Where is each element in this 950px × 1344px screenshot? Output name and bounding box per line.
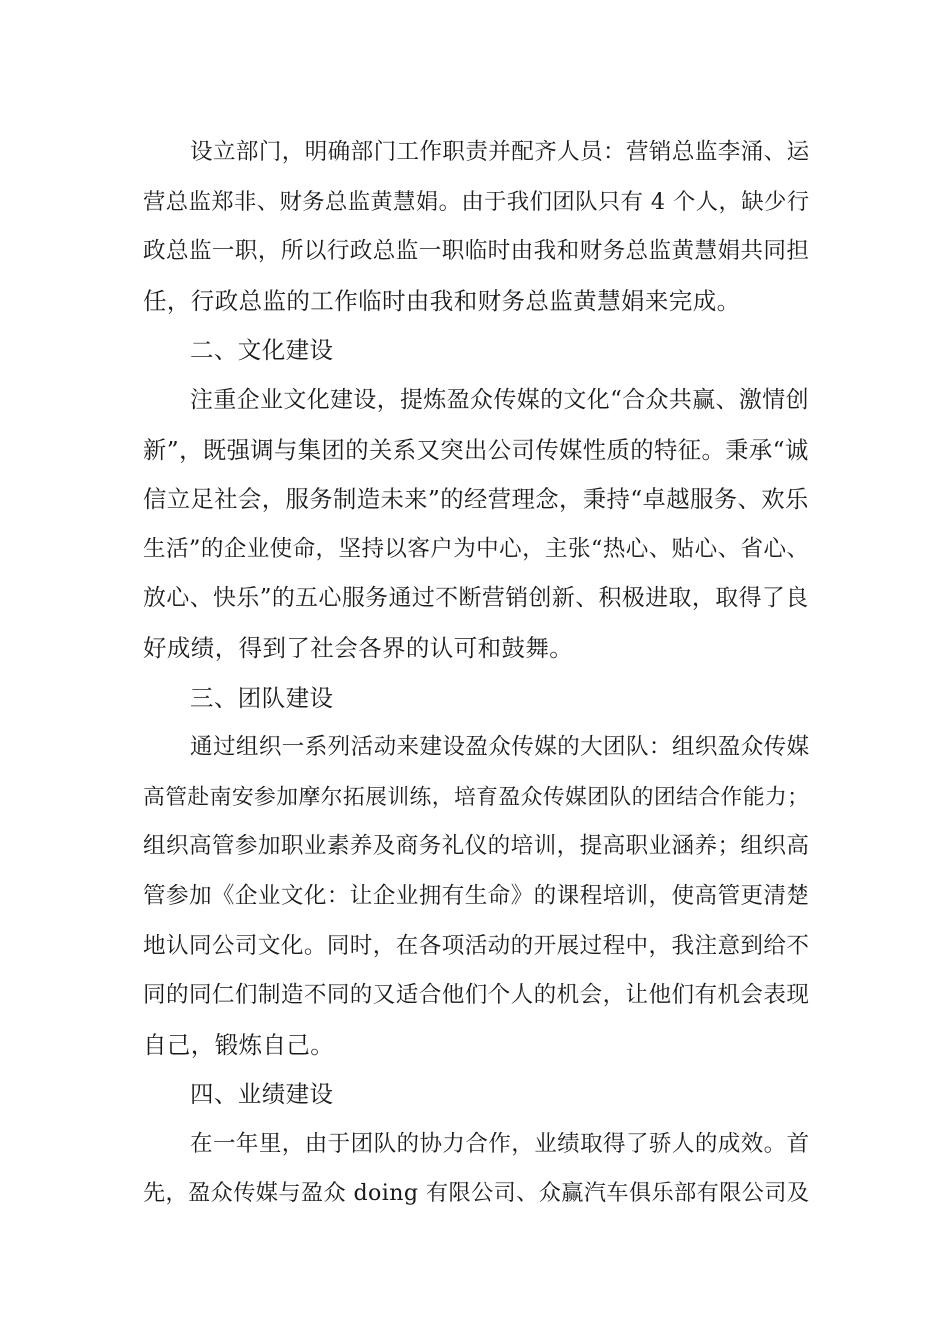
section-heading: 三、团队建设 [190,683,334,712]
text-line: 在一年里，由于团队的协力合作，业绩取得了骄人的成效。首 [190,1130,810,1157]
text-line: 自己，锻炼自己。 [143,1030,335,1059]
section-heading: 二、文化建设 [190,336,334,365]
text-line: 组织高管参加职业素养及商务礼仪的培训，提高职业涵养；组织高 [143,833,810,860]
section-heading-team [143,674,809,724]
text-line: 好成绩，得到了社会各界的认可和鼓舞。 [143,633,574,662]
text-line: 政总监一职，所以行政总监一职临时由我和财务总监黄慧娟共同担 [143,238,810,265]
text-line: 设立部门，明确部门工作职责并配齐人员：营销总监李涌、运 [190,139,810,165]
paragraph-culture [143,376,809,674]
text-line: 生活”的企业使命，坚持以客户为中心，主张“热心、贴心、省心、 [143,535,810,562]
text-line: 高管赴南安参加摩尔拓展训练，培育盈众传媒团队的团结合作能力； [143,784,810,810]
section-heading-performance [143,1070,809,1120]
text-line: 先，盈众传媒与盈众 doing 有限公司、众赢汽车俱乐部有限公司及 [143,1180,810,1207]
text-line: 放心、快乐”的五心服务通过不断营销创新、积极进取，取得了良 [143,585,809,612]
document-body [143,128,809,1219]
section-heading: 四、业绩建设 [190,1080,334,1109]
text-line: 营总监郑非、财务总监黄慧娟。由于我们团队只有 4 个人，缺少行 [143,188,810,215]
text-line: 信立足社会，服务制造未来”的经营理念，秉持“卓越服务、欢乐 [143,485,809,514]
text-line: 注重企业文化建设，提炼盈众传媒的文化“合众共赢、激情创 [190,386,809,413]
text-line: 新”，既强调与集团的关系又突出公司传媒性质的特征。秉承“诚 [143,435,809,464]
paragraph-performance [143,1120,809,1219]
paragraph-department-setup [143,128,809,326]
text-line: 地认同公司文化。同时，在各项活动的开展过程中，我注意到给不 [143,932,810,959]
text-line: 管参加《企业文化：让企业拥有生命》的课程培训，使高管更清楚 [143,882,810,909]
text-line: 任，行政总监的工作临时由我和财务总监黄慧娟来完成。 [143,286,741,315]
section-heading-culture [143,326,809,376]
text-line: 同的同仁们制造不同的又适合他们个人的机会，让他们有机会表现 [143,982,810,1009]
paragraph-team [143,723,809,1070]
text-line: 通过组织一系列活动来建设盈众传媒的大团队：组织盈众传媒 [190,734,810,761]
